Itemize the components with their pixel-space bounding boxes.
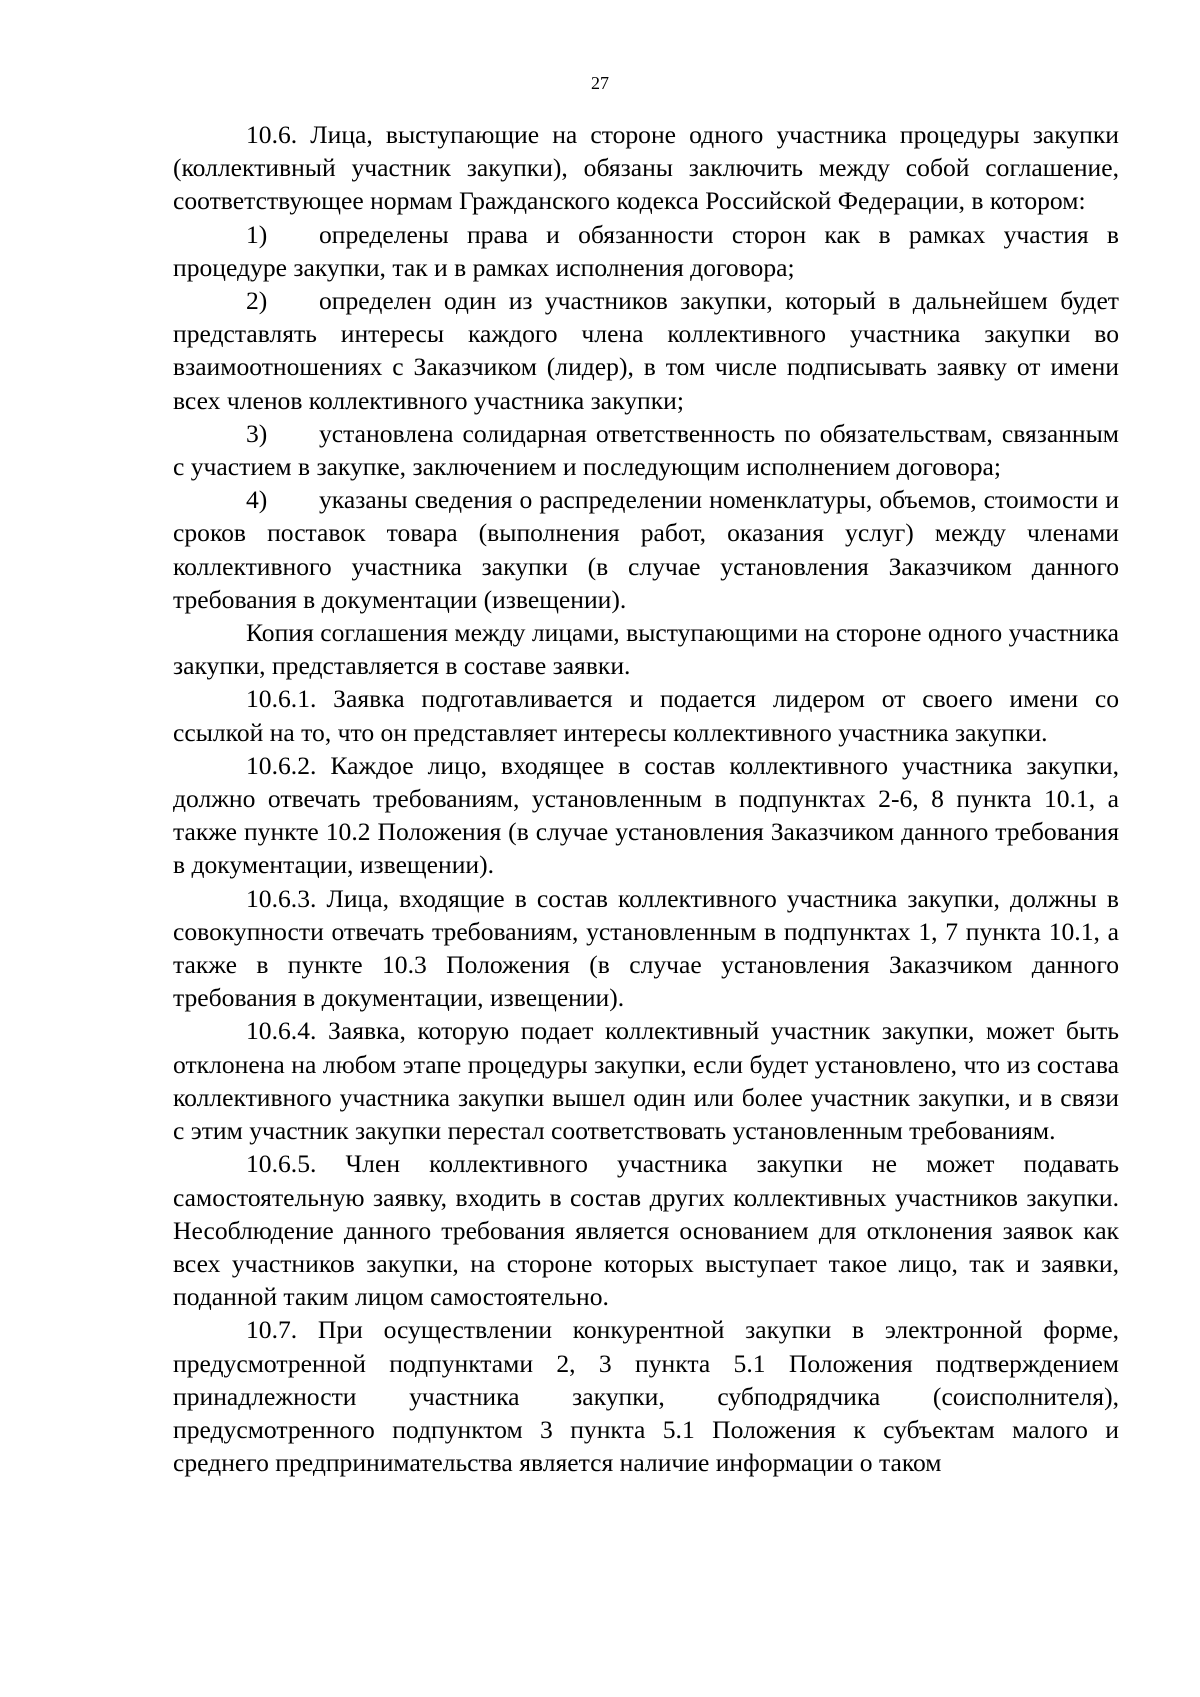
list-item-text: установлена солидарная ответственность по обязательствам, связанным с участием в закупке, заключением и последующим исполнением договора; [173, 418, 1119, 482]
list-item-number: 2) [246, 286, 268, 316]
list-item-1 [173, 218, 1119, 284]
paragraph-10-7: 10.7. При осуществлении конкурентной закупки в электронной форме, предусмотренной подпунктами 2, 3 пункта 5.1 Положения подтверждением принадлежности участника закупки, субподрядчика (соисполнителя), предусмотренного подпунктом 3 пункта 5.1 Положения к субъектам малого и среднего предпринимательства является наличие информации о таком [173, 1315, 1119, 1478]
paragraph-10-6-2: 10.6.2. Каждое лицо, входящее в состав коллективного участника закупки, должно отвечать требованиям, установленным в подпунктах 2-6, 8 пункта 10.1, а также пункте 10.2 Положения (в случае установления Заказчиком данного требования в документации, извещении). [173, 750, 1119, 880]
list-item-text: определен один из участников закупки, который в дальнейшем будет представлять интересы каждого члена коллективного участника закупки во взаимоотношениях с Заказчиком (лидер), в том числе подписывать заявку от имени всех членов коллективного участника закупки; [173, 286, 1119, 415]
paragraph-10-6: 10.6. Лица, выступающие на стороне одного участника процедуры закупки (коллективный участник закупки), обязаны заключить между собой соглашение, соответствующее нормам Гражданского кодекса Российской Федерации, в котором: [173, 120, 1119, 216]
list-item-4 [173, 483, 1119, 616]
paragraph-agreement-copy: Копия соглашения между лицами, выступающими на стороне одного участника закупки, представляется в составе заявки. [173, 618, 1119, 681]
list-item-number: 1) [246, 219, 268, 249]
paragraph-10-6-5: 10.6.5. Член коллективного участника закупки не может подавать самостоятельную заявку, входить в состав других коллективных участников закупки. Несоблюдение данного требования является основанием для отклонения заявок как всех участников закупки, на стороне которых выступает такое лицо, так и заявки, поданной таким лицом самостоятельно. [173, 1149, 1119, 1312]
paragraph-10-6-1: 10.6.1. Заявка подготавливается и подается лидером от своего имени со ссылкой на то, что он представляет интересы коллективного участника закупки. [173, 684, 1119, 747]
list-item-2 [173, 284, 1119, 417]
paragraph-10-6-3: 10.6.3. Лица, входящие в состав коллективного участника закупки, должны в совокупности отвечать требованиям, установленным в подпунктах 1, 7 пункта 10.1, а также в пункте 10.3 Положения (в случае установления Заказчиком данного требования в документации, извещении). [173, 883, 1119, 1013]
list-item-number: 3) [246, 418, 268, 448]
paragraph-10-6-4: 10.6.4. Заявка, которую подает коллективный участник закупки, может быть отклонена на любом этапе процедуры закупки, если будет установлено, что из состава коллективного участника закупки вышел один или более участник закупки, и в связи с этим участник закупки перестал соответствовать установленным требованиям. [173, 1016, 1119, 1146]
page-number: 27 [591, 73, 609, 93]
list-item-3 [173, 417, 1119, 483]
document-body [173, 118, 1119, 1479]
list-item-text: указаны сведения о распределении номенклатуры, объемов, стоимости и сроков поставок товара (выполнения работ, оказания услуг) между членами коллективного участника закупки (в случае установления Заказчиком данного требования в документации (извещении). [173, 485, 1119, 614]
list-item-text: определены права и обязанности сторон как в рамках участия в процедуре закупки, так и в рамках исполнения договора; [173, 219, 1119, 282]
list-item-number: 4) [246, 485, 268, 515]
